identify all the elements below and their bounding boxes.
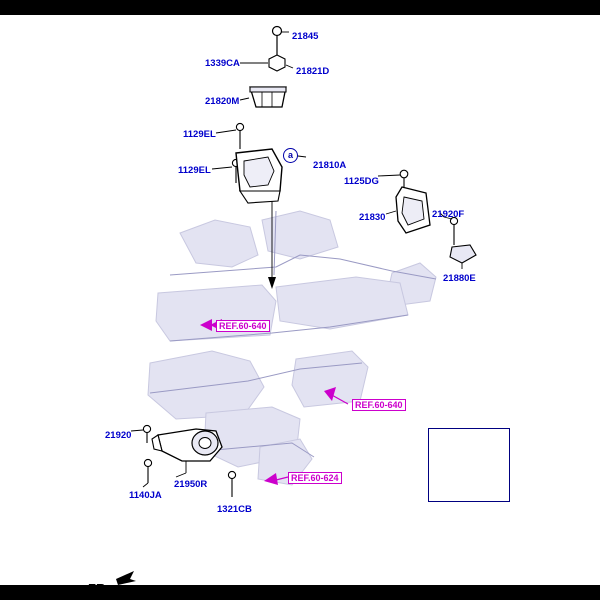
legend-panel xyxy=(428,428,510,502)
part-label[interactable]: 1321CB xyxy=(217,504,252,515)
stopper-21880E xyxy=(450,245,476,263)
part-label[interactable]: 21920F xyxy=(432,209,465,220)
reference-label[interactable]: REF.60-640 xyxy=(352,399,406,411)
callout-a-icon[interactable]: a xyxy=(283,148,298,163)
reference-label[interactable]: REF.60-624 xyxy=(288,472,342,484)
bolt-1125DG xyxy=(400,170,408,178)
part-label[interactable]: 21830 xyxy=(359,212,386,223)
part-label[interactable]: 1125DG xyxy=(344,176,379,187)
part-label[interactable]: 1140JA xyxy=(129,490,162,501)
part-label[interactable]: 21810A xyxy=(313,160,347,171)
part-label[interactable]: 21845 xyxy=(292,31,319,42)
front-direction-marker: FR. xyxy=(88,581,109,596)
part-label[interactable]: 21821D xyxy=(296,66,330,77)
reference-label[interactable]: REF.60-640 xyxy=(216,320,270,332)
bolt-1140JA xyxy=(144,459,151,466)
nut-1339CA xyxy=(269,55,285,71)
part-label[interactable]: 1129EL xyxy=(183,129,216,140)
diagram-canvas xyxy=(0,15,600,596)
part-label[interactable]: 21920 xyxy=(105,430,132,441)
bolt-21845 xyxy=(273,27,282,36)
part-label[interactable]: 21820M xyxy=(205,96,240,107)
bolt-21920 xyxy=(143,425,150,432)
bolt-1321CB xyxy=(228,471,235,478)
part-label[interactable]: 21950R xyxy=(174,479,208,490)
front-arrow-icon xyxy=(114,567,144,587)
diagram-drawing xyxy=(0,15,600,585)
part-label[interactable]: 21880E xyxy=(443,273,476,284)
part-label[interactable]: 1339CA xyxy=(205,58,240,69)
bolt-1129EL-upper xyxy=(236,123,243,130)
part-label[interactable]: 1129EL xyxy=(178,165,211,176)
